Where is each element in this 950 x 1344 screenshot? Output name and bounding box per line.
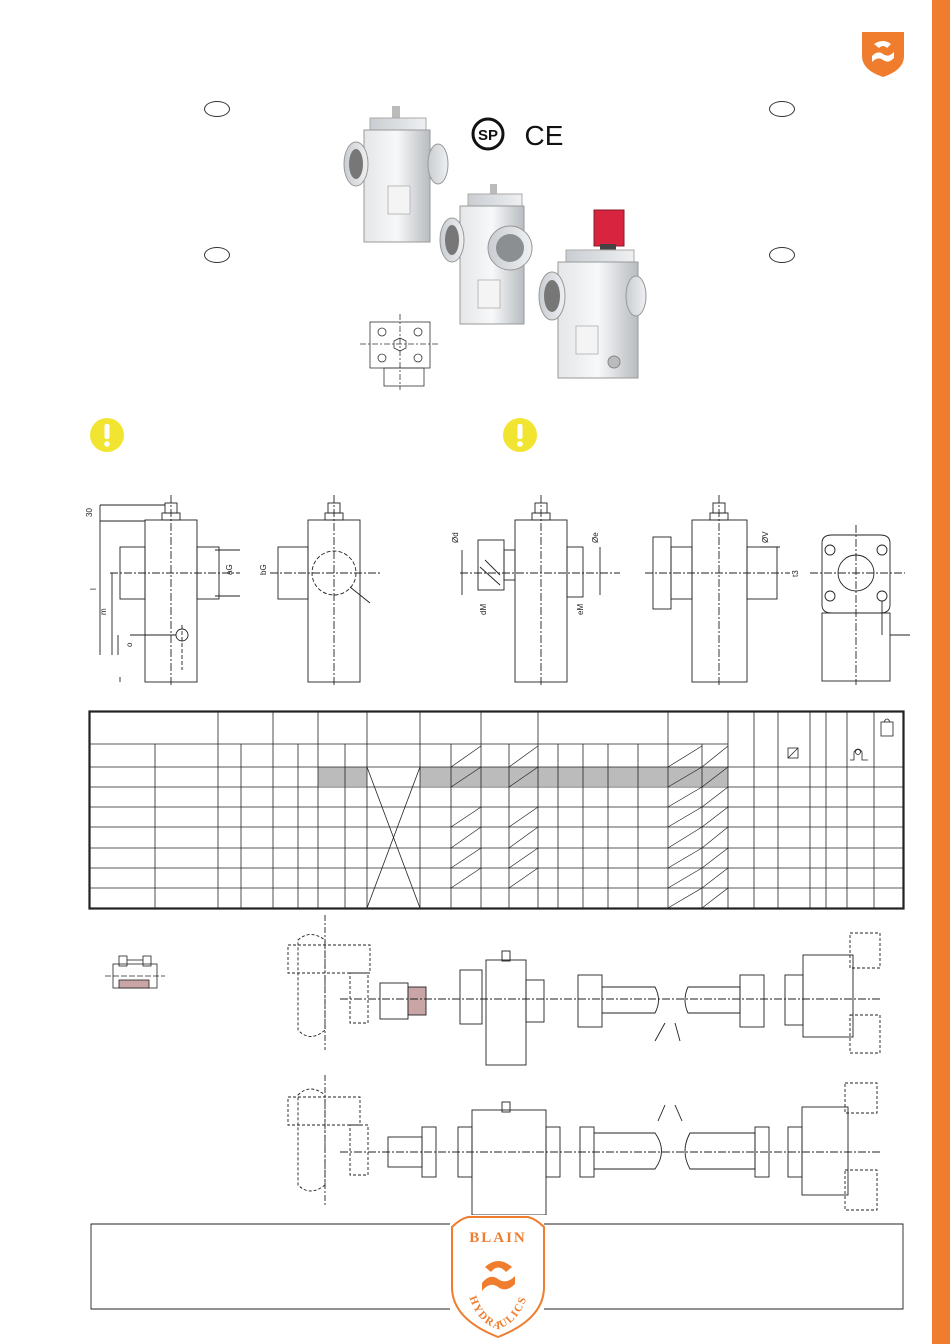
blank-oval-marker	[769, 247, 795, 263]
dimension-drawings	[80, 495, 920, 690]
side-accent-bar	[932, 0, 950, 1344]
weight-icon	[881, 719, 893, 736]
svg-text:o: o	[125, 642, 134, 647]
svg-text:30: 30	[85, 508, 94, 517]
svg-text:aG: aG	[225, 564, 234, 575]
svg-text:eM: eM	[576, 603, 585, 615]
blain-hydraulics-badge	[452, 1217, 544, 1337]
installation-flanged-row	[288, 1075, 880, 1215]
drawing-flanged-side	[645, 495, 790, 685]
blank-oval-marker	[769, 101, 795, 117]
drawing-threaded-side	[270, 495, 380, 685]
svg-text:SP: SP	[477, 127, 499, 144]
footer-frame	[88, 1215, 908, 1340]
svg-text:HYDRAULICS: HYDRAULICS	[466, 1294, 530, 1333]
blank-oval-marker	[204, 101, 230, 117]
svg-text:bG: bG	[259, 564, 268, 575]
svg-text:dM: dM	[479, 603, 488, 615]
ce-mark-icon	[524, 120, 564, 150]
valve-photo-2	[440, 184, 532, 324]
svg-text:Ød: Ød	[451, 532, 460, 543]
lifting-eye-icon	[850, 749, 868, 760]
flange-mini-sketch	[360, 314, 440, 390]
valve-photo-3	[539, 210, 646, 378]
specification-table	[88, 710, 906, 911]
wrench-size-icon	[788, 748, 798, 758]
svg-text:BLAIN: BLAIN	[469, 1230, 527, 1246]
drawing-flanged-front	[460, 495, 620, 685]
blank-oval-marker	[204, 247, 230, 263]
svg-text:CE: CE	[524, 120, 564, 150]
installation-threaded-row	[288, 915, 880, 1065]
svg-text:ØV: ØV	[761, 531, 770, 543]
csa-certification-icon	[470, 115, 510, 153]
svg-text:Øe: Øe	[591, 532, 600, 543]
drawing-flange-face	[810, 525, 910, 685]
warning-icon	[89, 417, 125, 453]
valve-photo-1	[344, 106, 448, 242]
installation-diagrams	[280, 915, 910, 1215]
svg-text:t3: t3	[791, 570, 800, 577]
drawing-threaded-front	[100, 495, 240, 685]
accessory-nut-sketch	[105, 950, 165, 1000]
svg-text:m: m	[99, 608, 108, 615]
blain-shield-logo-icon	[860, 30, 906, 78]
svg-text:l: l	[89, 588, 98, 590]
warning-icon	[502, 417, 538, 453]
